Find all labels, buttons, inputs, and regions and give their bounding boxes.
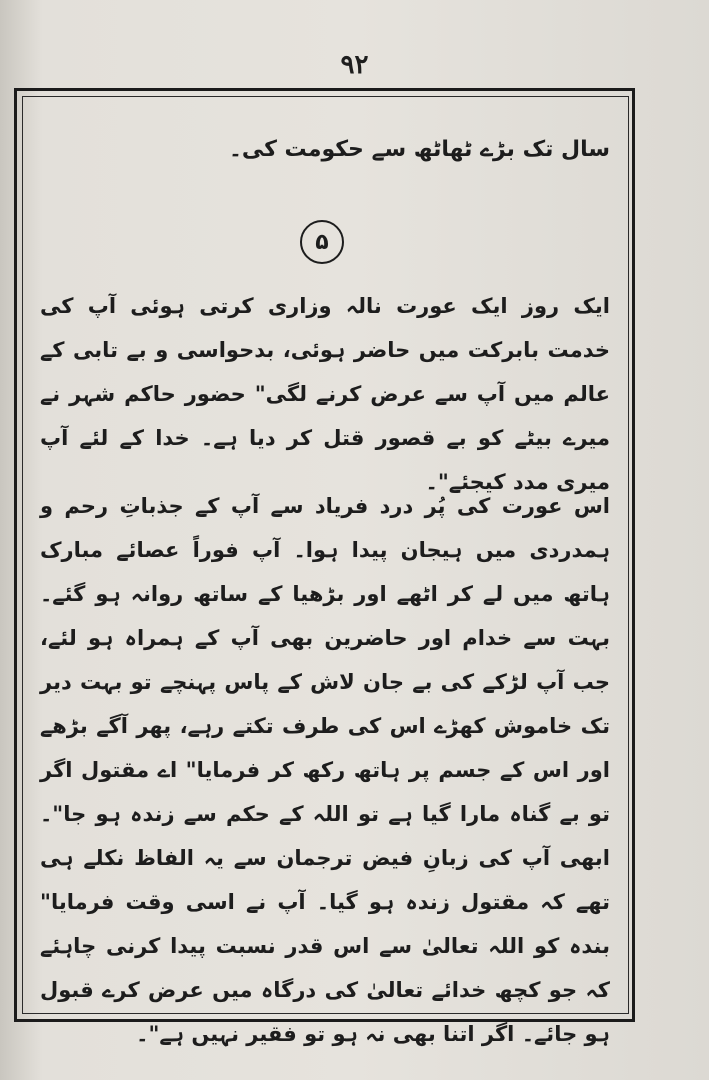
continuation-line: سال تک بڑے ٹھاٹھ سے حکومت کی۔ bbox=[228, 137, 610, 162]
section-number-badge: ۵ bbox=[300, 220, 344, 264]
paragraph-1: ایک روز ایک عورت نالہ وزاری کرتی ہوئی آپ کی خدمت بابرکت میں حاضر ہوئی، بدحواسی و بے تابی کے عالم میں آپ سے عرض کرنے لگی" حضور حاکم شہر نے میرے بیٹے کو بے قصور قتل کر دیا ہے۔ خدا کے لئے آپ میری مدد کیجئے"۔ bbox=[40, 294, 610, 494]
paragraph-2: اس عورت کی پُر درد فریاد سے آپ کے جذباتِ رحم و ہمدردی میں ہیجان پیدا ہوا۔ آپ فوراً عصائے مبارک ہاتھ میں لے کر اٹھے اور بڑھیا کے ساتھ روانہ ہو گئے۔ بہت سے خدام اور حاضرین بھی آپ کے ہمراہ ہو لئے، جب آپ لڑکے کی بے جان لاش کے پاس پہنچے تو بہت دیر تک خاموش کھڑے اس کی طرف تکتے رہے، پھر آگے بڑھے اور اس کے جسم پر ہاتھ رکھ کر فرمایا" اے مقتول اگر تو بے گناہ مارا گیا ہے تو اللہ کے حکم سے زندہ ہو جا"۔ ابھی آپ کی زبانِ فیض ترجمان سے یہ الفاظ نکلے ہی تھے کہ مقتول زندہ ہو گیا۔ آپ نے اسی وقت فرمایا" بندہ کو اللہ تعالیٰ سے اس قدر نسبت پیدا کرنی چاہئے کہ جو کچھ خدائے تعالیٰ کی درگاہ میں عرض کرے قبول ہو جائے۔ اگر اتنا بھی نہ ہو تو فقیر نہیں ہے"۔ bbox=[40, 494, 610, 1046]
page-number: ٩٢ bbox=[340, 50, 369, 80]
